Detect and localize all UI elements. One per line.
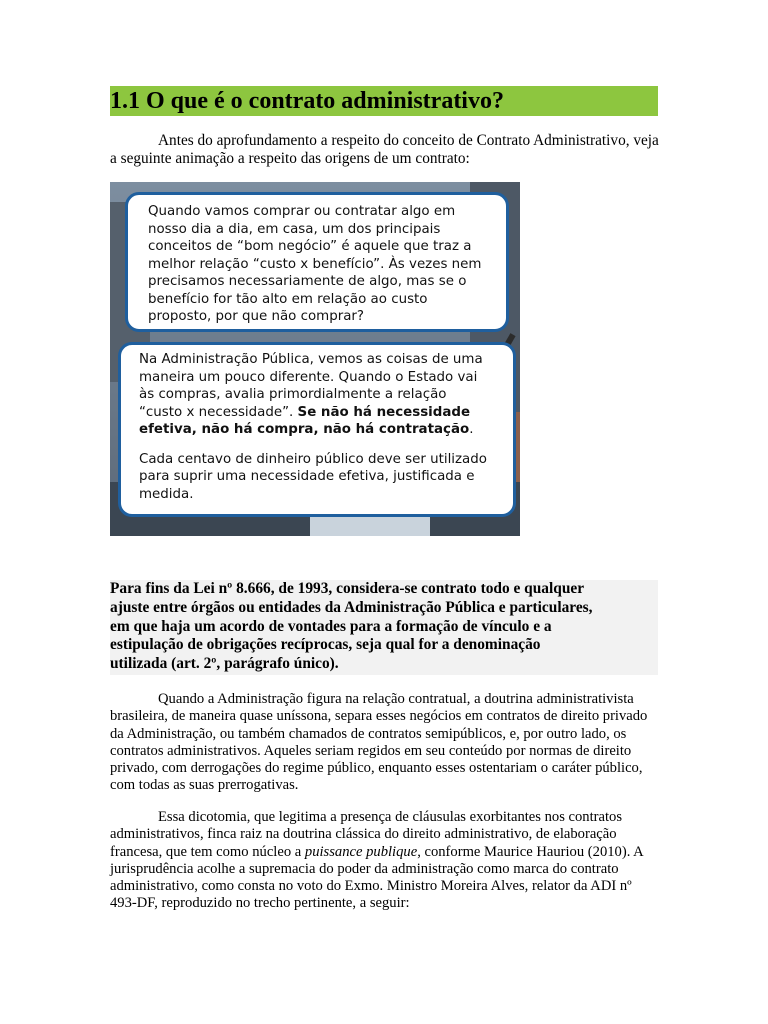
bubble2-closing-line: Cada centavo de dinheiro público deve ser utilizado <box>139 451 487 467</box>
bubble1-line: benefício for tão alto em relação ao custo <box>148 291 428 307</box>
bubble1-line: nosso dia a dia, em casa, um dos principais <box>148 221 441 237</box>
bubble2-closing-line: medida. <box>139 486 194 502</box>
bubble2-line: maneira um pouco diferente. Quando o Estado vai <box>139 369 478 385</box>
dichotomy-text-end: , conforme Maurice Hauriou (2010). A jurisprudência acolhe a supremacia do poder da administração como marca do contrato administrativo, como consta no voto do Exmo. Ministro Moreira Alves, relator da ADI nº 493-DF, reproduzido no trecho pertinente, a seguir: <box>110 843 643 912</box>
bubble2-plain-text: “custo x necessidade”. <box>139 404 298 420</box>
dichotomy-text-start: Essa dicotomia, que legitima a presença de cláusulas exorbitantes nos contratos administrativos, finca raiz na doutrina clássica do direito administrativo, de elaboração francesa, que tem como núcleo a <box>110 809 623 860</box>
definition-line: Para fins da Lei nº 8.666, de 1993, considera-se contrato todo e qualquer <box>110 580 585 597</box>
intro-text: Antes do aprofundamento a respeito do conceito de Contrato Administrativo, veja a seguinte animação a respeito das origens de um contrato: <box>110 132 659 167</box>
definition-line: em que haja um acordo de vontades para a formação de vínculo e a <box>110 617 552 635</box>
bubble2-line: às compras, avalia primordialmente a relação <box>139 387 447 402</box>
bubble1-line: precisamos necessariamente de algo, mas se o <box>148 274 467 289</box>
bubble2-closing-line: para suprir uma necessidade efetiva, justificada e <box>139 469 475 484</box>
bubble2-line <box>139 421 503 439</box>
bubble1-line: melhor relação “custo x benefício”. Às vezes nem <box>148 256 482 272</box>
definition-line: estipulação de obrigações recíprocas, seja qual for a denominação <box>110 636 541 654</box>
definition-line: ajuste entre órgãos ou entidades da Administração Pública e particulares, <box>110 598 593 616</box>
section-heading <box>110 86 658 116</box>
bubble2-plain-text: . <box>469 422 474 437</box>
dichotomy-paragraph <box>110 809 660 913</box>
animation-illustration <box>110 182 520 536</box>
intro-paragraph <box>110 132 660 168</box>
speech-bubble-everyday <box>125 192 509 332</box>
doctrine-text: Quando a Administração figura na relação contratual, a doutrina administrativista brasileira, de maneira quase uníssona, separa esses negócios em contratos de direito privado da Administração, ou também chamados de contratos semipúblicos, e, por outro lado, os contratos administrativos. Aqueles seriam regidos em seu conteúdo por normas de direito privado, com derrogações do regime público, enquanto esses ostentariam o caráter público, com todas as suas prerrogativas. <box>110 691 648 794</box>
bubble1-line: conceitos de “bom negócio” é aquele que traz a <box>148 239 472 254</box>
bubble1-line: proposto, por que não comprar? <box>148 309 365 324</box>
bubble2-line <box>139 404 503 422</box>
bubble2-bold-text: Se não há necessidade <box>297 404 471 420</box>
section-title: 1.1 O que é o contrato administrativo? <box>110 88 504 114</box>
definition-line: utilizada (art. 2º, parágrafo único). <box>110 655 339 673</box>
dichotomy-italic-term: puissance publique <box>304 843 418 860</box>
bubble2-bold-text: efetiva, não há compra, não há contratação <box>139 422 470 437</box>
bubble1-line: Quando vamos comprar ou contratar algo em <box>148 204 456 219</box>
legal-definition-box <box>110 580 658 675</box>
doctrine-paragraph <box>110 691 660 795</box>
speech-bubble-public-administration <box>118 342 516 517</box>
bubble2-line: Na Administração Pública, vemos as coisas de uma <box>139 352 483 367</box>
